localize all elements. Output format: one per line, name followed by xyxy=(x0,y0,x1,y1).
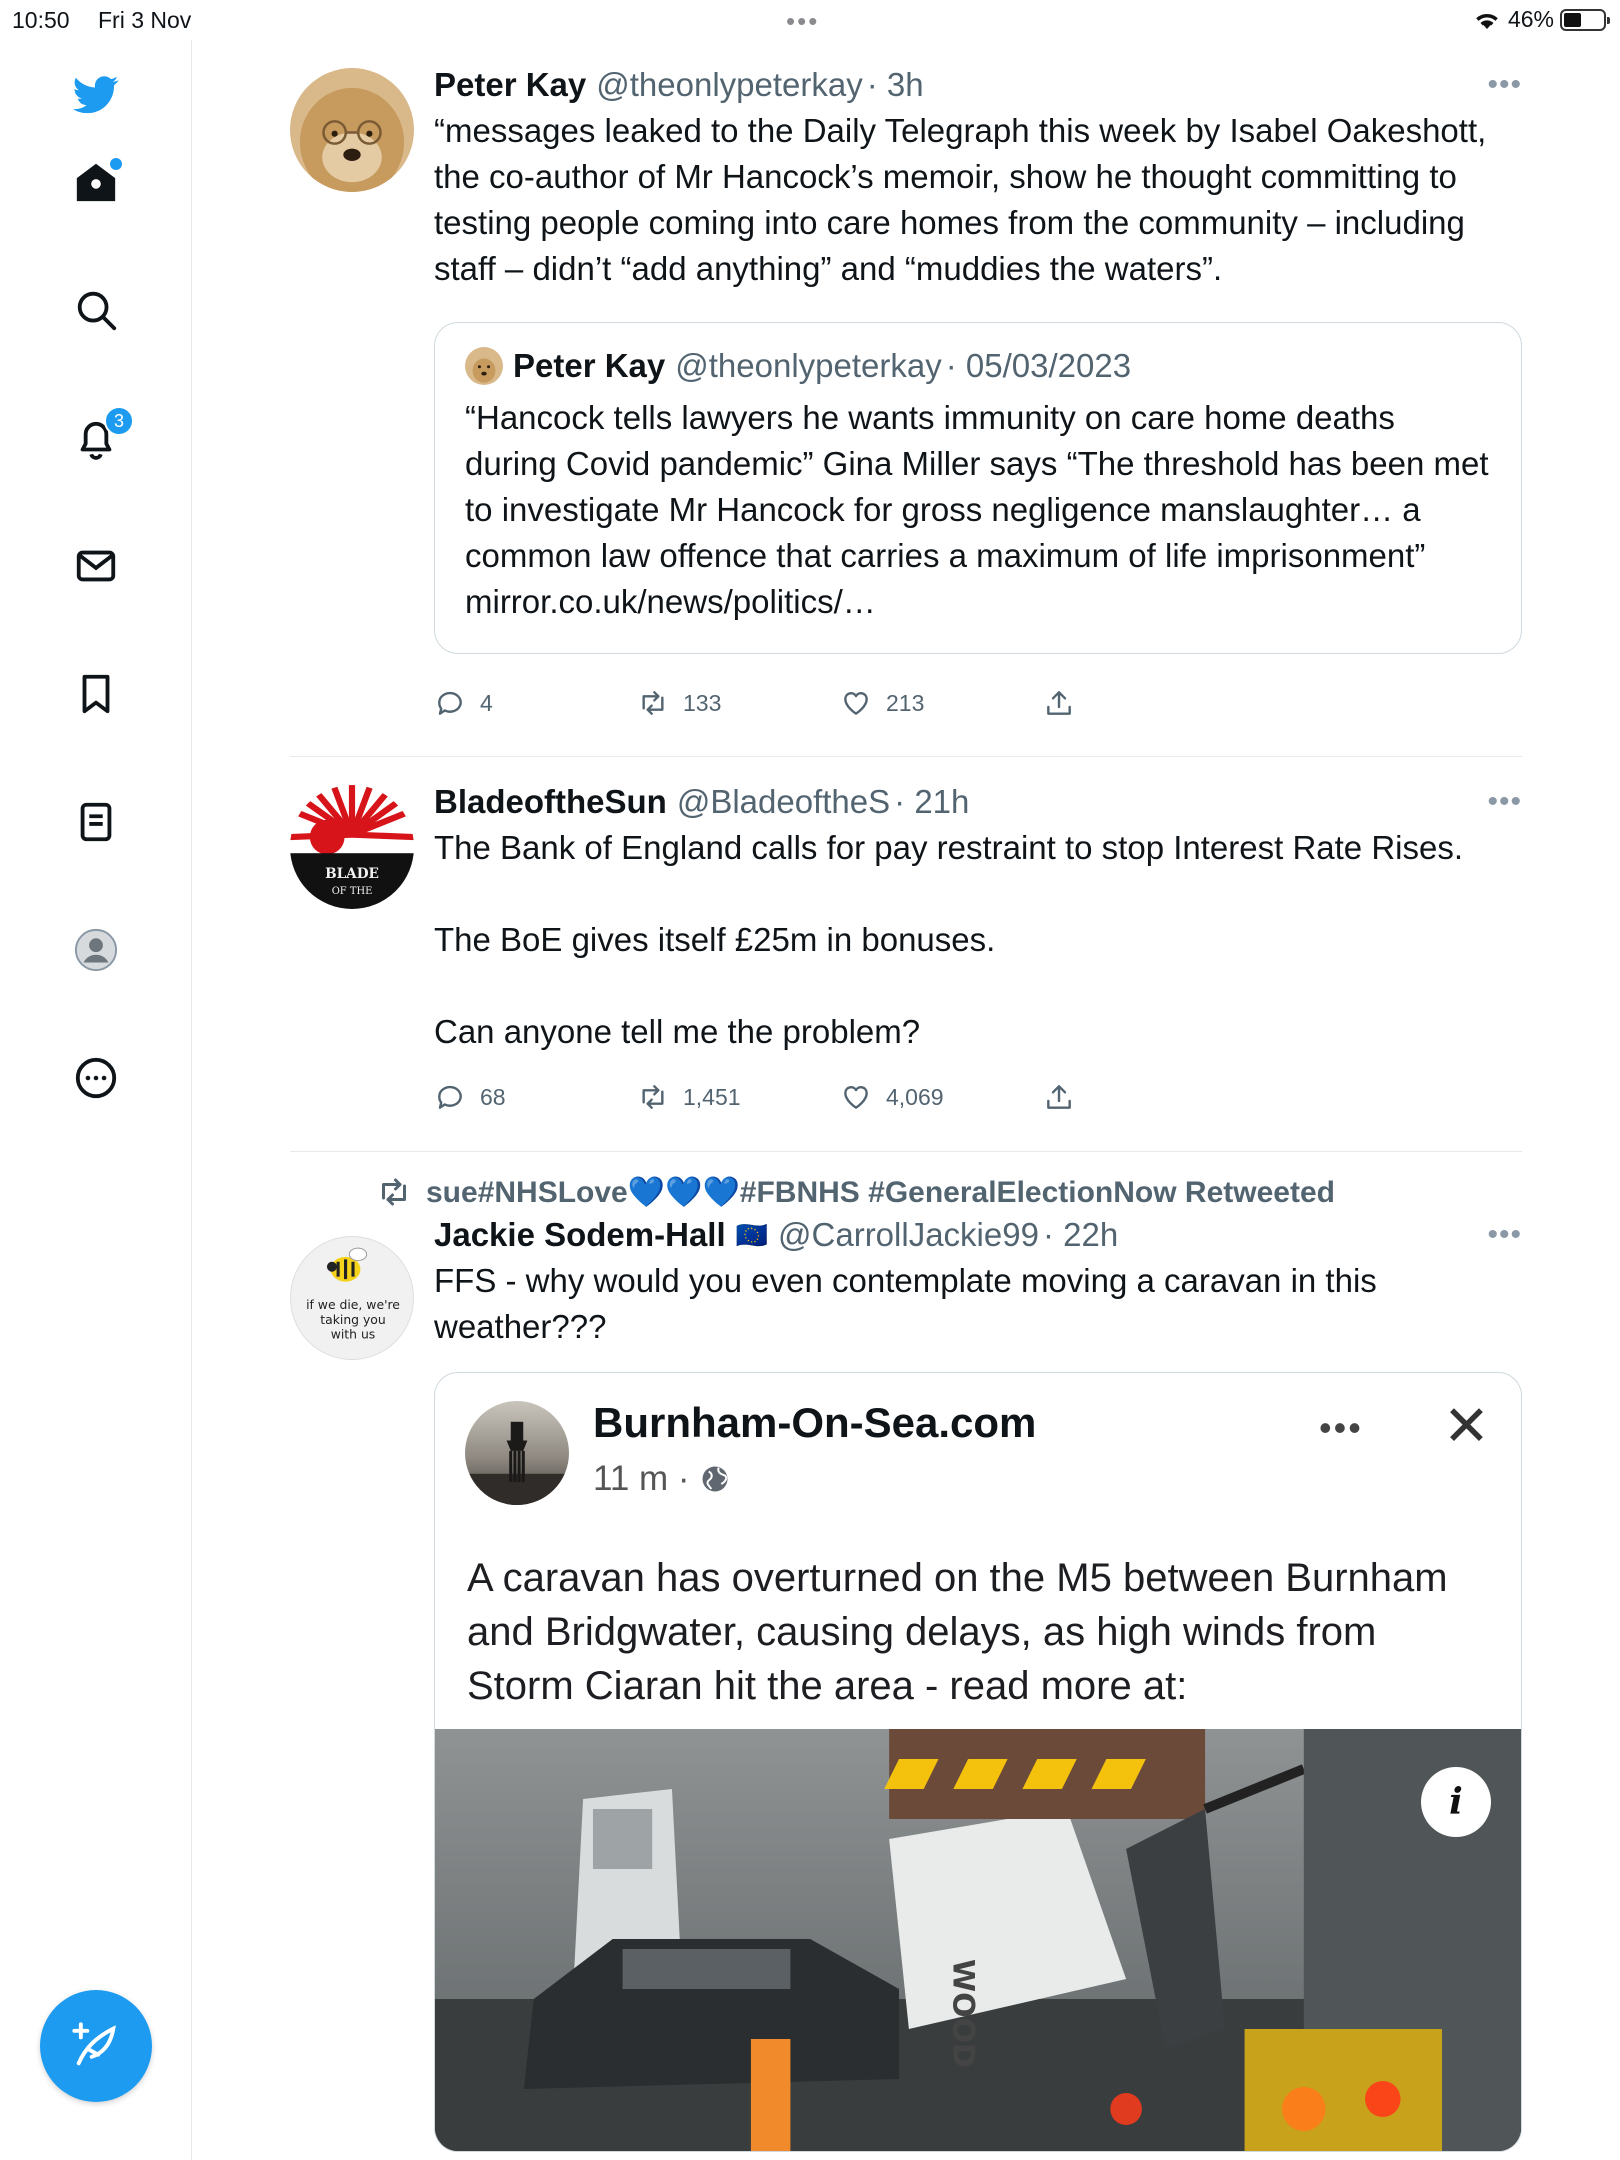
timeline xyxy=(290,40,1522,2152)
tweet-actions xyxy=(434,672,1522,734)
tweet-actions xyxy=(434,1069,1522,1125)
wifi-icon xyxy=(1472,8,1502,32)
bladeofthesun-avatar-text: OF THE xyxy=(331,886,373,898)
quote-avatar xyxy=(465,347,503,385)
reply-count: 68 xyxy=(480,1083,506,1110)
author-handle[interactable]: @CarrollJackie99 xyxy=(778,1216,1039,1253)
tweet[interactable] xyxy=(290,1152,1522,2152)
avatar-jackie-sodem-hall[interactable] xyxy=(290,1236,414,1360)
tweet[interactable] xyxy=(290,757,1522,1152)
retweet-count: 1,451 xyxy=(683,1083,741,1110)
status-bar xyxy=(0,0,1620,40)
tweet-header xyxy=(434,781,1522,823)
author-name[interactable]: BladeoftheSun xyxy=(434,783,667,820)
quote-author-handle: @theonlypeterkay xyxy=(675,347,942,384)
sidebar xyxy=(0,40,192,2160)
share-icon xyxy=(1043,1081,1075,1113)
notifications-badge: 3 xyxy=(104,406,134,436)
post-time-text: 11 m · xyxy=(593,1459,690,1498)
jackie-avatar-text: with us xyxy=(330,1326,376,1342)
retweet-button[interactable] xyxy=(637,687,840,719)
quote-time: · 05/03/2023 xyxy=(945,347,1132,384)
status-date: Fri 3 Nov xyxy=(98,7,192,33)
home-icon[interactable] xyxy=(70,156,122,208)
tweet[interactable] xyxy=(290,40,1522,757)
heart-icon xyxy=(840,1081,872,1113)
reply-icon xyxy=(434,687,466,719)
tweet-text: “messages leaked to the Daily Telegraph this week by Isabel Oakeshott, the co-author of Mr Hancock’s memoir, show he thought committing to testing people coming into care homes from the community – including staff – didn’t “add anything” and “muddies the waters”. xyxy=(434,112,1487,287)
share-button[interactable] xyxy=(1043,687,1246,719)
reply-button[interactable] xyxy=(434,1081,637,1113)
author-handle[interactable]: @theonlypeterkay xyxy=(596,66,863,103)
tweet-more-icon[interactable]: ••• xyxy=(1487,68,1522,101)
reply-count: 4 xyxy=(480,689,493,716)
status-time: 10:50 xyxy=(12,7,70,33)
tweet-text: The Bank of England calls for pay restraint to stop Interest Rate Rises. The BoE gives itself £25m in bonuses. Can anyone tell me the problem? xyxy=(434,829,1464,1050)
avatar-bladeofthesun[interactable] xyxy=(290,785,414,909)
like-button[interactable] xyxy=(840,687,1043,719)
like-count: 4,069 xyxy=(886,1083,944,1110)
post-text: A caravan has overturned on the M5 between Burnham and Bridgwater, causing delays, as high winds from Storm Ciaran hit the area - read more at: xyxy=(467,1556,1448,1708)
retweet-count: 133 xyxy=(683,689,722,716)
heart-icon xyxy=(840,687,872,719)
tweet-header xyxy=(434,64,1522,106)
tweet-time[interactable]: · 21h xyxy=(894,783,970,820)
tweet-header xyxy=(434,1214,1522,1256)
caravan-logo-text: WOOD xyxy=(945,1959,981,2068)
tweet-text: FFS - why would you even contemplate moving a caravan in this weather??? xyxy=(434,1262,1377,1345)
home-unread-dot xyxy=(110,158,122,170)
post-time xyxy=(593,1459,730,1499)
author-name[interactable]: Jackie Sodem-Hall xyxy=(434,1216,726,1253)
retweet-icon xyxy=(637,1081,669,1113)
avatar-peter-kay[interactable] xyxy=(290,68,414,192)
tweet-time[interactable]: · 3h xyxy=(866,66,924,103)
notifications-icon[interactable] xyxy=(70,412,122,464)
tweet-more-icon[interactable]: ••• xyxy=(1487,785,1522,818)
quoted-tweet[interactable] xyxy=(434,322,1522,654)
multitasking-dots-icon[interactable]: ••• xyxy=(786,6,820,36)
author-name[interactable]: Peter Kay xyxy=(434,66,587,103)
retweet-icon xyxy=(637,687,669,719)
globe-icon xyxy=(700,1464,730,1494)
tweet-time[interactable]: · 22h xyxy=(1042,1216,1119,1253)
share-icon xyxy=(1043,687,1075,719)
bookmarks-icon[interactable] xyxy=(70,668,122,720)
retweeted-by-text: sue#NHSLove💙💙💙#FBNHS #GeneralElectionNow Retweeted xyxy=(426,1175,1335,1209)
eu-flag-icon: 🇪🇺 xyxy=(735,1220,769,1250)
page-name: Burnham-On-Sea.com xyxy=(593,1399,1037,1446)
more-menu-icon[interactable] xyxy=(70,1052,122,1104)
facebook-post-header xyxy=(435,1373,1521,1513)
author-handle[interactable]: @BladeoftheS xyxy=(676,783,891,820)
share-button[interactable] xyxy=(1043,1081,1246,1113)
lists-icon[interactable] xyxy=(70,796,122,848)
retweet-button[interactable] xyxy=(637,1081,840,1113)
page-avatar xyxy=(465,1401,569,1505)
tweet-more-icon[interactable]: ••• xyxy=(1487,1218,1522,1251)
compose-feather-icon xyxy=(70,2020,122,2072)
retweet-icon xyxy=(376,1174,412,1210)
reply-button[interactable] xyxy=(434,687,637,719)
quote-author-name: Peter Kay xyxy=(513,347,666,384)
jackie-avatar-text: if we die, we're xyxy=(306,1296,400,1312)
quote-text: “Hancock tells lawyers he wants immunity on care home deaths during Covid pandemic” Gina Miller says “The threshold has been met to investigate Mr Hancock for gross negligence manslaughter… a common law offence that carries a maximum of life imprisonment” mirror.co.uk/news/politics/… xyxy=(465,399,1489,620)
like-button[interactable] xyxy=(840,1081,1043,1113)
reply-icon xyxy=(434,1081,466,1113)
like-count: 213 xyxy=(886,689,925,716)
compose-tweet-button[interactable] xyxy=(40,1990,152,2102)
twitter-logo-icon[interactable] xyxy=(70,68,122,120)
caravan-crash-photo xyxy=(435,1729,1521,2152)
bladeofthesun-avatar-text: BLADE xyxy=(325,866,379,882)
profile-icon[interactable] xyxy=(70,924,122,976)
tweet-image-card[interactable] xyxy=(434,1372,1522,2152)
retweeted-by-line[interactable] xyxy=(376,1170,1522,1214)
post-more-icon: ••• xyxy=(1319,1407,1363,1448)
status-right xyxy=(1472,6,1606,33)
battery-percent: 46% xyxy=(1507,6,1554,32)
search-icon[interactable] xyxy=(70,284,122,336)
info-icon: i xyxy=(1421,1767,1491,1837)
jackie-avatar-text: taking you xyxy=(320,1311,386,1327)
messages-icon[interactable] xyxy=(70,540,122,592)
battery-icon xyxy=(1560,9,1606,31)
close-icon: ✕ xyxy=(1443,1394,1490,1457)
